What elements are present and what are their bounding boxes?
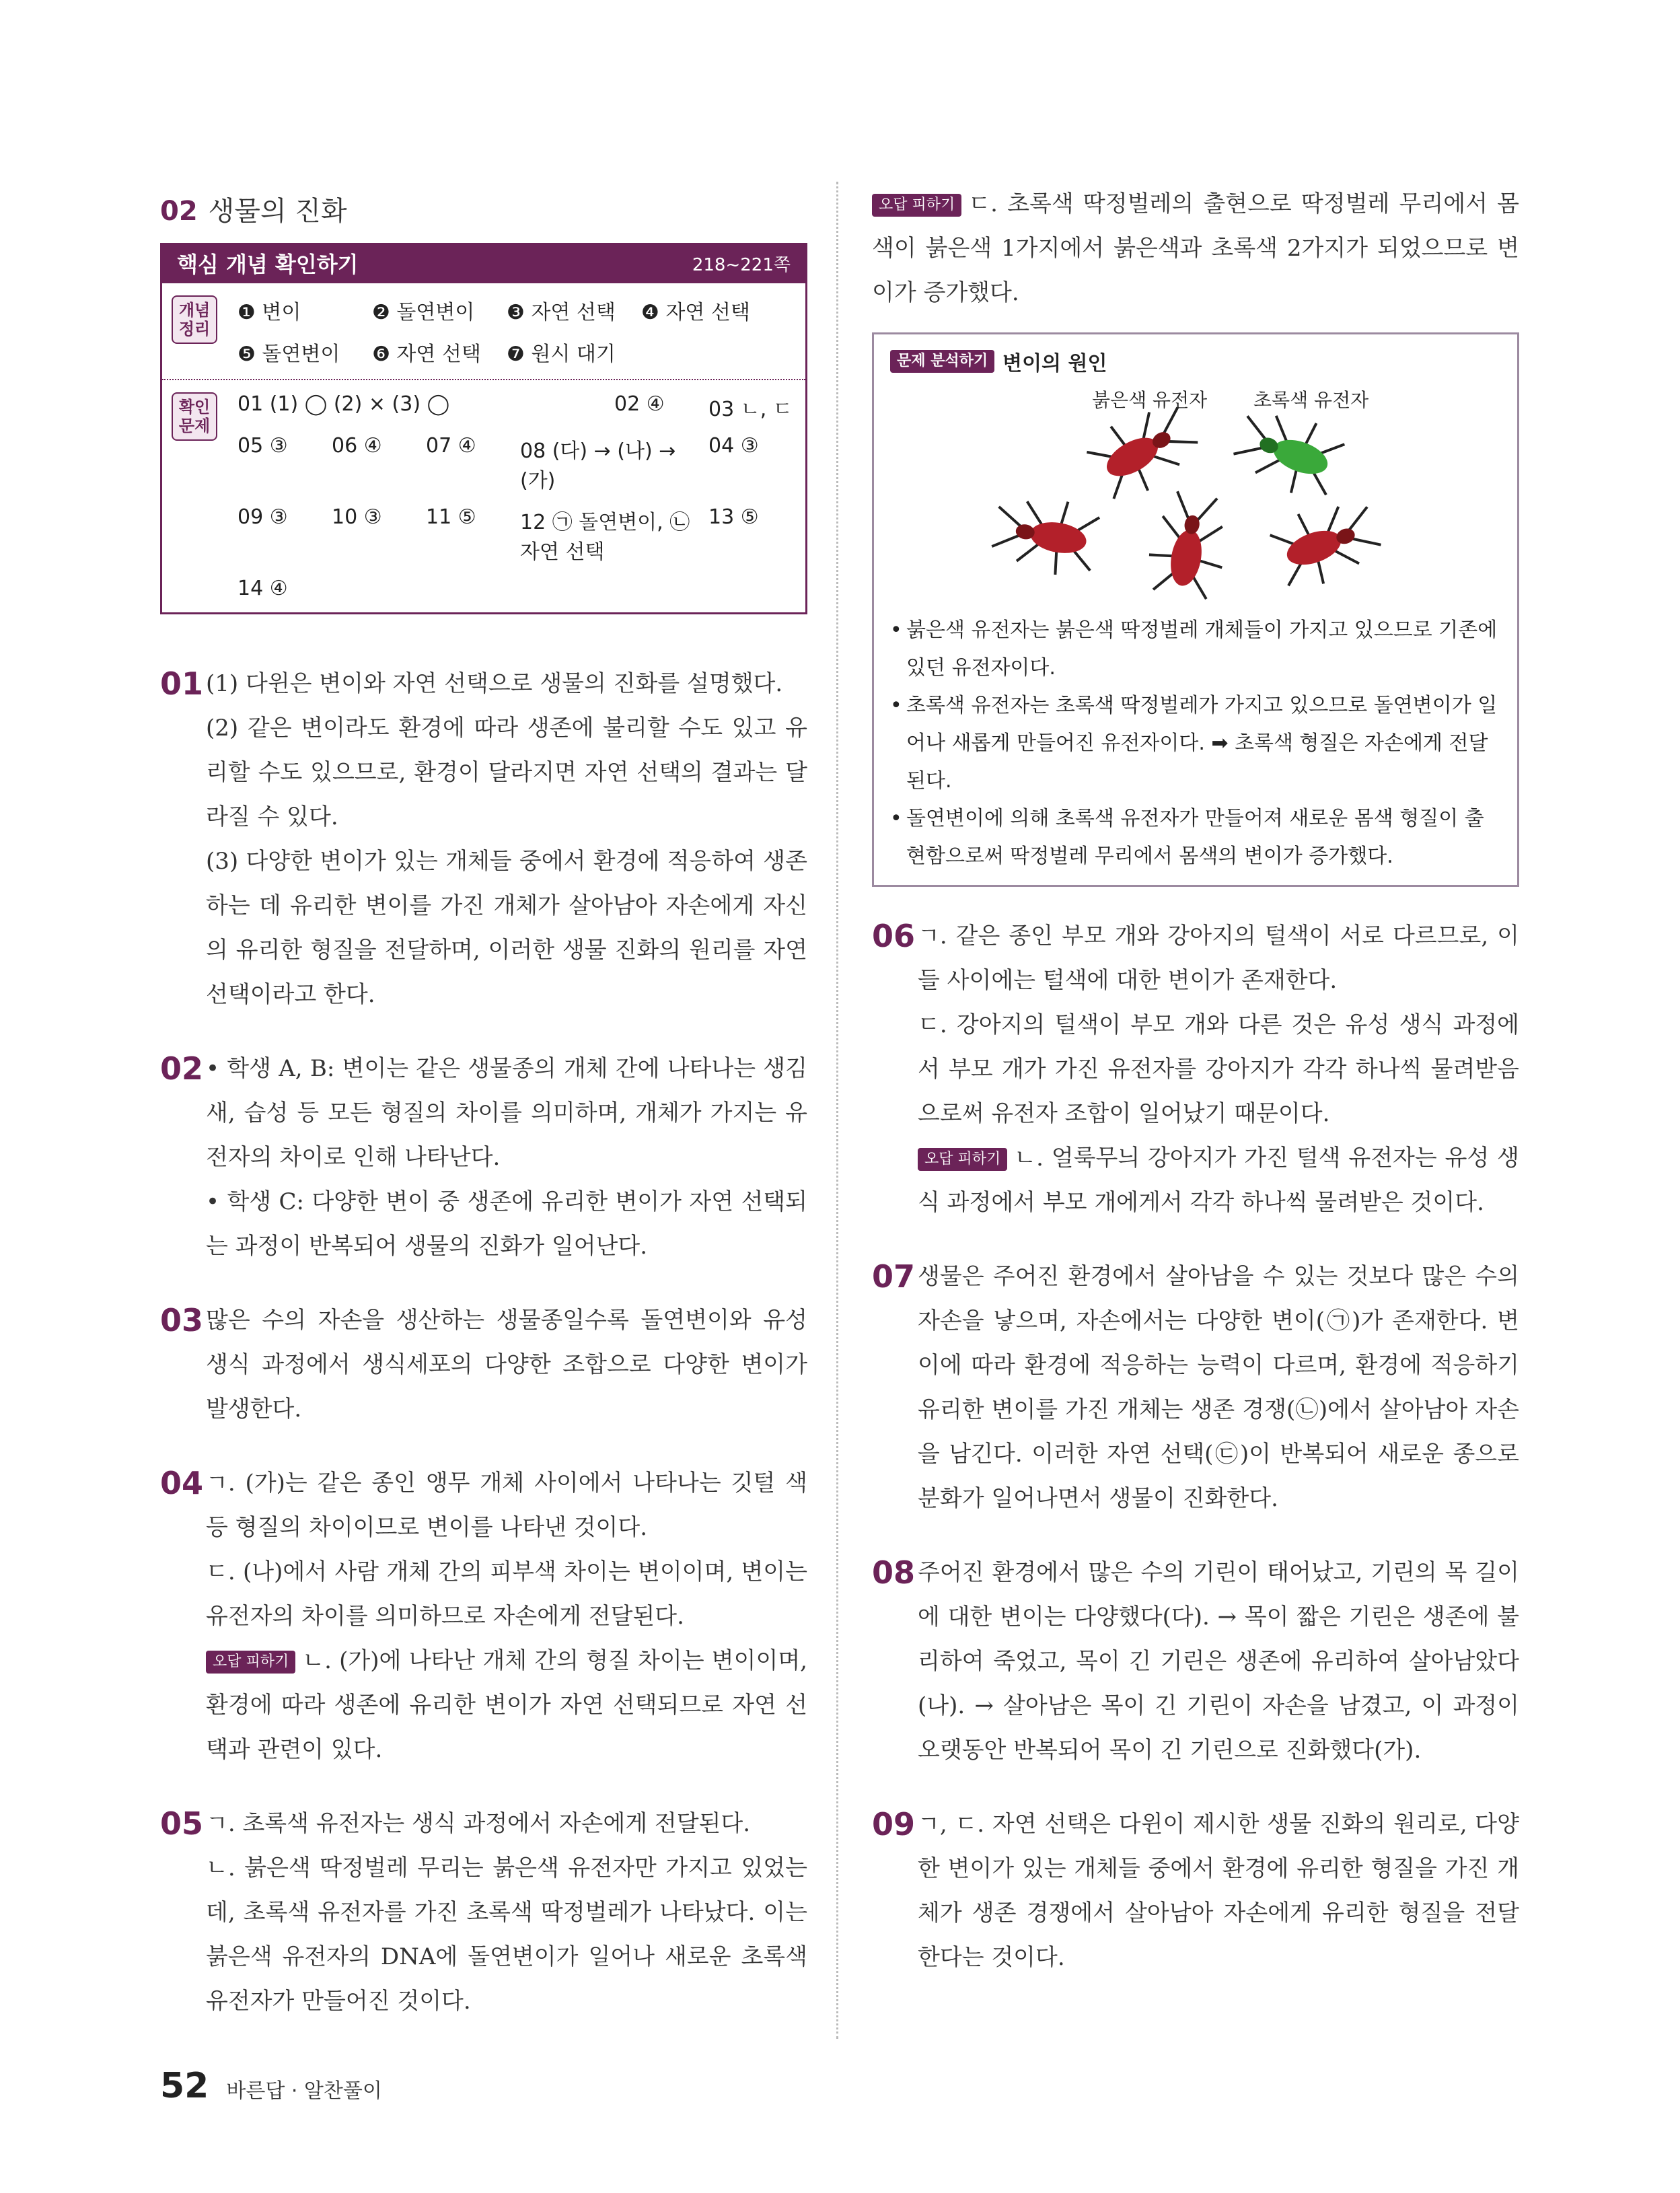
summary-item: ❼ 원시 대기 (507, 343, 616, 366)
question-number: 04 (160, 1465, 204, 1501)
left-column (160, 182, 807, 2023)
question-number: 01 (160, 666, 204, 702)
analysis-header (890, 347, 1501, 376)
answer-line: (2) 같은 변이라도 환경에 따라 생존에 불리할 수도 있고 유리할 수도 있으므로, 환경이 달라지면 자연 선택의 결과는 달라질 수 있다. (206, 715, 807, 830)
analysis-points (890, 612, 1501, 875)
answer-item: 03 ㄴ, ㄷ (708, 398, 793, 421)
question-number: 03 (160, 1302, 204, 1338)
column-divider (836, 182, 838, 2039)
question-number: 05 (160, 1805, 204, 1842)
question-04 (160, 1461, 807, 1772)
wrong-answer-tag: 오답 피하기 (918, 1148, 1007, 1171)
wrong-answer-tag: 오답 피하기 (872, 194, 961, 217)
answer-line: ㄴ. (가)에 나타난 개체 간의 형질 차이는 변이이며, 환경에 따라 생존에 유리한 변이가 자연 선택되므로 자연 선택과 관련이 있다. (206, 1647, 807, 1763)
analysis-point: • 돌연변이에 의해 초록색 유전자가 만들어져 새로운 몸색 형질이 출현함으로써 딱정벌레 무리에서 몸색의 변이가 증가했다. (890, 800, 1501, 875)
red-beetle-icon (1143, 489, 1233, 601)
answer-item: 04 ③ (708, 434, 759, 458)
section-title (160, 190, 807, 228)
analysis-point: • 붉은색 유전자는 붉은색 딱정벌레 개체들이 가지고 있으므로 기존에 있던 유전자이다. (890, 612, 1501, 687)
analysis-point: • 초록색 유전자는 초록색 딱정벌레가 가지고 있으므로 돌연변이가 일어나 새롭게 만들어진 유전자이다. ➡ 초록색 형질은 자손에게 전달된다. (890, 687, 1501, 800)
page-footer (160, 2066, 382, 2106)
answer-line: ㄴ. 붉은색 딱정벌레 무리는 붉은색 유전자만 가지고 있었는데, 초록색 유전자를 가진 초록색 딱정벌레가 나타났다. 이는 붉은색 유전자의 DNA에 돌연변이가 일어나 새로운 초록색 유전자가 만들어진 것이다. (206, 1855, 807, 2015)
question-05 (160, 1801, 807, 2023)
check-answers-row (162, 379, 805, 612)
answer-item: 14 ④ (238, 577, 288, 600)
question-06 (872, 914, 1519, 1225)
answer-line: ㄱ, ㄷ. 자연 선택은 다윈이 제시한 생물 진화의 원리로, 다양한 변이가 있는 개체들 중에서 환경에 유리한 형질을 가진 개체가 생존 경쟁에서 살아남아 자손에게 유리한 형질을 전달한다는 것이다. (918, 1811, 1519, 1971)
green-gene-label: 초록색 유전자 (1253, 389, 1369, 411)
question-number: 06 (872, 918, 916, 954)
problem-analysis-box (872, 332, 1519, 887)
right-column (872, 182, 1519, 1980)
answer-item: 11 ⑤ (426, 505, 476, 529)
answer-item: 06 ④ (332, 434, 382, 458)
section-number: 02 (160, 196, 198, 227)
answer-item: 01 (1) ◯ (2) × (3) ◯ (238, 392, 450, 416)
question-07 (872, 1254, 1519, 1521)
summary-item: ❶ 변이 (238, 301, 301, 324)
answer-line: ㄱ. 같은 종인 부모 개와 강아지의 털색이 서로 다르므로, 이들 사이에는 털색에 대한 변이가 존재한다. (918, 923, 1519, 994)
answer-line: 생물은 주어진 환경에서 살아남을 수 있는 것보다 많은 수의 자손을 낳으며, 자손에서는 다양한 변이(㉠)가 존재한다. 변이에 따라 환경에 적응하는 능력이 다르며, 환경에 적응하기 유리한 변이를 가진 개체는 생존 경쟁(㉡)에서 살아남아 자손을 남긴다. 이러한 자연 선택(㉢)이 반복되어 새로운 종으로 분화가 일어나면서 생물이 진화한다. (918, 1263, 1519, 1512)
question-number: 07 (872, 1258, 916, 1295)
summary-item: ❹ 자연 선택 (641, 301, 750, 324)
analysis-title: 변이의 원인 (1002, 352, 1107, 375)
answer-line: • 학생 C: 다양한 변이 중 생존에 유리한 변이가 자연 선택되는 과정이 반복되어 생물의 진화가 일어난다. (206, 1188, 807, 1260)
section-name: 생물의 진화 (208, 196, 347, 227)
book-title: 바른답 · 알찬풀이 (226, 2079, 382, 2103)
summary-item: ❷ 돌연변이 (372, 301, 475, 324)
red-beetle-icon (989, 490, 1101, 580)
page-number: 52 (160, 2066, 209, 2106)
answer-item: 10 ③ (332, 505, 382, 529)
summary-item: ❻ 자연 선택 (372, 343, 481, 366)
red-gene-label: 붉은색 유전자 (1092, 389, 1208, 411)
summary-tag: 개념 정리 (172, 295, 217, 344)
question-number: 08 (872, 1554, 916, 1591)
answer-line: ㄷ. 초록색 딱정벌레의 출현으로 딱정벌레 무리에서 몸색이 붉은색 1가지에서 붉은색과 초록색 2가지가 되었으므로 변이가 증가했다. (872, 190, 1519, 306)
answer-item: 07 ④ (426, 434, 476, 458)
question-02 (160, 1046, 807, 1268)
answer-line: 많은 수의 자손을 생산하는 생물종일수록 돌연변이와 유성 생식 과정에서 생식세포의 다양한 조합으로 다양한 변이가 발생한다. (206, 1307, 807, 1423)
beetle-illustration (890, 376, 1496, 605)
answer-line: ㄷ. 강아지의 털색이 부모 개와 다른 것은 유성 생식 과정에서 부모 개가 가진 유전자를 강아지가 각각 하나씩 물려받음으로써 유전자 조합이 일어났기 때문이다. (918, 1011, 1519, 1127)
concept-summary-row (162, 283, 805, 379)
wrong-answer-tag: 오답 피하기 (206, 1651, 295, 1674)
answer-line: ㄱ. 초록색 유전자는 생식 과정에서 자손에게 전달된다. (206, 1810, 751, 1837)
answer-line: 주어진 환경에서 많은 수의 기린이 태어났고, 기린의 목 길이에 대한 변이는 다양했다(다). → 목이 짧은 기린은 생존에 불리하여 죽었고, 목이 긴 기린은 생존에 유리하여 살아남았다(나). → 살아남은 목이 긴 기린이 자손을 남겼고, 이 과정이 오랫동안 반복되어 목이 긴 기린으로 진화했다(가). (918, 1559, 1519, 1764)
red-beetle-icon (1082, 393, 1206, 507)
red-beetle-icon (1267, 491, 1387, 596)
answer-item: 08 (다) → (나) → (가) (520, 439, 676, 493)
answer-item: 12 ㉠ 돌연변이, ㉡ 자연 선택 (520, 511, 690, 564)
question-09 (872, 1802, 1519, 1980)
question-03 (160, 1298, 807, 1431)
summary-grid (238, 295, 776, 367)
concept-box-title: 핵심 개념 확인하기 (177, 252, 359, 277)
concept-box-header (162, 243, 805, 283)
answer-line: ㄴ. 얼룩무늬 강아지가 가진 털색 유전자는 유성 생식 과정에서 부모 개에게서 각각 하나씩 물려받은 것이다. (918, 1145, 1519, 1216)
summary-item: ❺ 돌연변이 (238, 343, 340, 366)
question-05-continued (872, 182, 1519, 315)
question-08 (872, 1550, 1519, 1772)
summary-item: ❸ 자연 선택 (507, 301, 616, 324)
concept-check-box (160, 243, 807, 614)
concept-box-pages: 218~221쪽 (692, 254, 791, 275)
beetle-figure (890, 376, 1501, 605)
answer-line: • 학생 A, B: 변이는 같은 생물종의 개체 간에 나타나는 생김새, 습성 등 모든 형질의 차이를 의미하며, 개체가 가지는 유전자의 차이로 인해 나타난다. (206, 1055, 807, 1171)
answer-item: 02 ④ (614, 392, 665, 416)
green-beetle-icon (1228, 400, 1348, 505)
question-number: 02 (160, 1050, 204, 1087)
answer-line: (3) 다양한 변이가 있는 개체들 중에서 환경에 적응하여 생존하는 데 유리한 변이를 가진 개체가 살아남아 자손에게 자신의 유리한 형질을 전달하며, 이러한 생물 진화의 원리를 자연 선택이라고 한다. (206, 848, 807, 1008)
question-number: 09 (872, 1806, 916, 1842)
analysis-tag: 문제 분석하기 (890, 350, 994, 373)
question-01 (160, 661, 807, 1017)
answer-line: (1) 다윈은 변이와 자연 선택으로 생물의 진화를 설명했다. (206, 670, 783, 697)
answer-line: ㄱ. (가)는 같은 종인 앵무 개체 사이에서 나타나는 깃털 색 등 형질의 차이이므로 변이를 나타낸 것이다. (206, 1470, 807, 1541)
answer-line: ㄷ. (나)에서 사람 개체 간의 피부색 차이는 변이이며, 변이는 유전자의 차이를 의미하므로 자손에게 전달된다. (206, 1558, 807, 1630)
check-tag: 확인 문제 (172, 392, 217, 441)
answer-item: 05 ③ (238, 434, 288, 458)
answers-grid (238, 392, 803, 600)
answer-item: 09 ③ (238, 505, 288, 529)
answer-item: 13 ⑤ (708, 505, 759, 529)
